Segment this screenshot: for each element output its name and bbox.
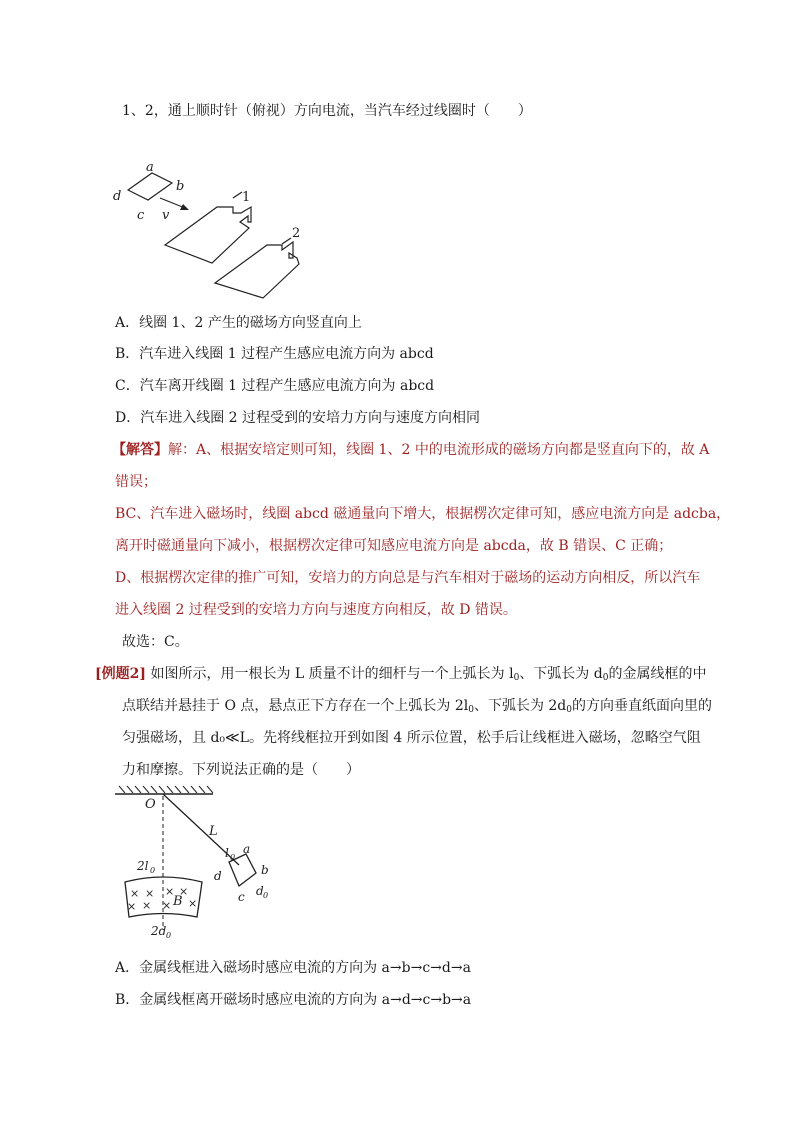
q2-line-1 xyxy=(95,664,706,684)
label-d0: d xyxy=(256,884,264,898)
label-a: a xyxy=(243,842,251,856)
label-d0-sub: 0 xyxy=(263,891,269,900)
q1-option-d: D．汽车进入线圈 2 过程受到的安培力方向与速度方向相同 xyxy=(115,410,481,426)
label-upper-arc-sub: 0 xyxy=(150,866,156,875)
q2-option-b: B．金属线框离开磁场时感应电流的方向为 a→d→c→b→a xyxy=(115,992,472,1008)
label-O: O xyxy=(145,797,156,812)
q1-answer-line-4: 离开时磁通量向下减小，根据楞次定律可知感应电流方向是 abcda，故 B 错误、C 正确； xyxy=(115,538,673,554)
field-crosses xyxy=(127,885,197,913)
label-l0: l xyxy=(225,846,229,860)
label-upper-arc: 2l xyxy=(137,859,149,873)
q2-figure xyxy=(105,782,290,952)
answer-tag: 【解答】 xyxy=(112,442,168,458)
q1-answer-choice: 故选：C。 xyxy=(122,634,189,650)
label-coil-1: 1 xyxy=(242,190,251,205)
q1-option-a: A．线圈 1、2 产生的磁场方向竖直向上 xyxy=(115,315,362,331)
q1-answer-line-3: BC、汽车进入磁场时，线圈 abcd 磁通量向下增大，根据楞次定律可知，感应电流方向是 adcba， xyxy=(115,506,731,522)
q2-option-a: A．金属线框进入磁场时感应电流的方向为 a→b→c→d→a xyxy=(115,960,471,976)
q2-sub-2l0: 0 xyxy=(468,705,474,715)
label-v: v xyxy=(162,208,170,223)
q2-sub-2d0: 0 xyxy=(566,705,573,715)
label-c: c xyxy=(238,890,245,904)
label-l0-sub: 0 xyxy=(230,853,236,862)
cross-4: × xyxy=(179,885,189,898)
label-coil-2: 2 xyxy=(292,226,301,241)
label-b: b xyxy=(176,179,185,194)
q2-sub-d0: 0 xyxy=(602,673,609,683)
cross-5: × xyxy=(127,900,137,913)
cross-1: × xyxy=(130,887,140,900)
coil-1 xyxy=(165,207,251,263)
velocity-arrow-line xyxy=(160,198,185,208)
coil-1-lead xyxy=(233,192,242,198)
q2-line-2 xyxy=(122,696,712,716)
q2-line-2-b: 、下弧长为 2d xyxy=(473,698,567,714)
coil-2 xyxy=(215,242,299,298)
label-lower-arc-sub: 0 xyxy=(166,931,172,940)
cross-3: × xyxy=(165,885,175,898)
car-loop xyxy=(128,173,172,200)
q2-tag: [例题2] xyxy=(95,666,146,682)
q1-stem: 1、2，通上顺时针（俯视）方向电流，当汽车经过线圈时（ ） xyxy=(122,103,532,119)
cross-8: × xyxy=(188,897,198,910)
answer-text-1: 解：A、根据安培定则可知，线圈 1、2 中的电流形成的磁场方向都是竖直向下的，故 A xyxy=(168,442,710,458)
q1-answer-line-1 xyxy=(112,440,709,460)
q2-line-3: 匀强磁场，且 d₀≪L。先将线框拉开到如图 4 所示位置，松手后让线框进入磁场，忽略空气阻 xyxy=(122,730,701,746)
q2-line-1-c: 的金属线框的中 xyxy=(608,666,707,682)
cross-7: × xyxy=(162,899,172,912)
q2-line-1-b: 、下弧长为 d xyxy=(519,666,603,682)
label-d: d xyxy=(113,189,122,204)
cross-6: × xyxy=(142,899,152,912)
label-lower-arc: 2d xyxy=(151,924,167,938)
q1-answer-line-2: 错误； xyxy=(115,474,157,490)
q1-option-c: C．汽车离开线圈 1 过程产生感应电流方向为 abcd xyxy=(115,378,435,394)
q1-option-b: B．汽车进入线圈 1 过程产生感应电流方向为 abcd xyxy=(115,346,434,362)
label-c: c xyxy=(137,208,145,223)
label-d: d xyxy=(214,869,222,883)
q2-line-1-a: 如图所示，用一根长为 L 质量不计的细杆与一个上弧长为 l xyxy=(150,666,514,682)
label-a: a xyxy=(146,160,154,175)
coil-2-lead xyxy=(282,238,291,244)
q2-line-2-a: 点联结并悬挂于 O 点，悬点正下方存在一个上弧长为 2l xyxy=(122,698,469,714)
q2-line-4: 力和摩擦。下列说法正确的是（ ） xyxy=(122,762,360,778)
q1-answer-line-5: D、根据楞次定律的推广可知，安培力的方向总是与汽车相对于磁场的运动方向相反，所以汽车 xyxy=(115,570,701,586)
label-B: B xyxy=(173,894,183,909)
label-L: L xyxy=(209,824,218,839)
label-b: b xyxy=(261,863,269,877)
q2-sub-l0: 0 xyxy=(513,673,520,683)
q2-line-2-c: 的方向垂直纸面向里的 xyxy=(572,698,713,714)
cross-2: × xyxy=(145,887,155,900)
q1-figure xyxy=(105,150,320,300)
q1-answer-line-6: 进入线圈 2 过程受到的安培力方向与速度方向相反，故 D 错误。 xyxy=(115,602,517,618)
